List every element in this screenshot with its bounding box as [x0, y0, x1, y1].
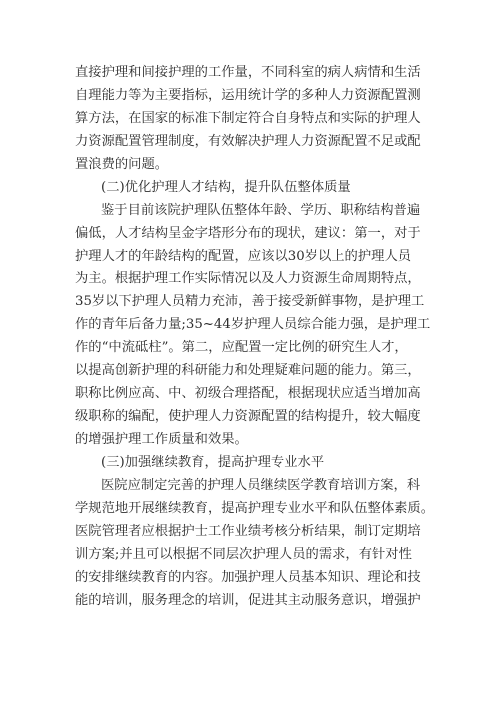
paragraph-line: 能的培训，服务理念的培训，促进其主动服务意识，增强护	[75, 592, 421, 608]
paragraph-line: 偏低，人才结构呈金字塔形分布的现状，建议：第一，对于	[75, 225, 421, 241]
paragraph-line: 自理能力等为主要指标，运用统计学的多种人力资源配置测	[75, 87, 421, 103]
paragraph-line: 的安排继续教育的内容。加强护理人员基本知识、理论和技	[75, 569, 421, 585]
paragraph-line: 为主。根据护理工作实际情况以及人力资源生命周期特点，	[75, 271, 421, 287]
paragraph-line: 的增强护理工作质量和效果。	[75, 432, 248, 447]
paragraph-line: 35岁以下护理人员精力充沛，善于接受新鲜事物，是护理工	[75, 294, 425, 310]
paragraph-line: 作的青年后备力量;35~44岁护理人员综合能力强，是护理工	[75, 317, 431, 333]
paragraph-line: 置浪费的问题。	[75, 156, 169, 172]
paragraph-line: 以提高创新护理的科研能力和处理疑难问题的能力。第三，	[75, 363, 421, 379]
paragraph-line: 算方法，在国家的标准下制定符合自身特点和实际的护理人	[75, 110, 421, 126]
paragraph-line: 鉴于目前该院护理队伍整体年龄、学历、职称结构普遍	[101, 202, 421, 218]
section-heading-3: (三)加强继续教育，提高护理专业水平	[101, 454, 325, 470]
document-body	[75, 62, 437, 613]
paragraph-line: 医院管理者应根据护士工作业绩考核分析结果，制订定期培	[75, 523, 421, 539]
paragraph-line: 训方案;并且可以根据不同层次护理人员的需求，有针对性	[75, 546, 412, 562]
paragraph-line: 作的“中流砥柱”。第二，应配置一定比例的研究生人才，	[75, 340, 408, 356]
paragraph-line: 力资源配置管理制度，有效解决护理人力资源配置不足或配	[75, 133, 421, 149]
paragraph-line: 直接护理和间接护理的工作量，不同科室的病人病情和生活	[75, 65, 421, 80]
section-heading-2: (二)优化护理人才结构，提升队伍整体质量	[101, 179, 351, 195]
paragraph-line: 级职称的编配，使护理人力资源配置的结构提升，较大幅度	[75, 409, 421, 425]
paragraph-line: 护理人才的年龄结构的配置，应该以30岁以上的护理人员	[75, 248, 412, 264]
paragraph-line: 职称比例应高、中、初级合理搭配，根据现状应适当增加高	[75, 386, 421, 402]
paragraph-line: 学规范地开展继续教育，提高护理专业水平和队伍整体素质。	[75, 500, 435, 516]
paragraph-line: 医院应制定完善的护理人员继续医学教育培训方案，科	[101, 477, 421, 493]
